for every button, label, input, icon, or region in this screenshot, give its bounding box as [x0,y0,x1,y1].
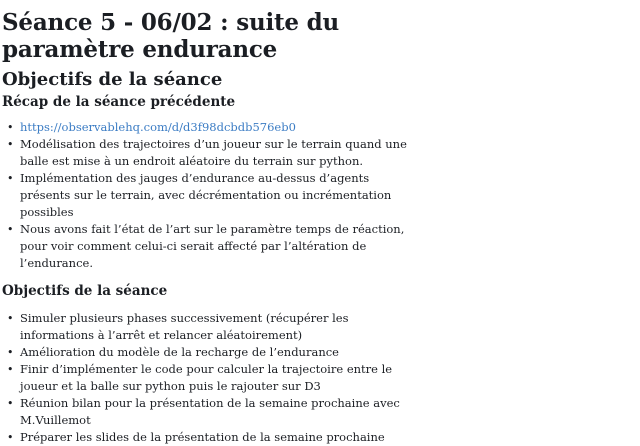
bullet-icon: • [7,138,14,151]
bullet-icon: • [7,346,14,359]
section-heading-objectifs: Objectifs de la séance [2,69,223,90]
list-item-text: Simuler plusieurs phases successivement (récupérer les informations à l’arrêt et relancer aléatoirement) [20,311,349,342]
list-item [7,310,420,344]
bullet-icon: • [7,312,14,325]
list-item-text: Amélioration du modèle de la recharge de l’endurance [20,345,339,359]
list-item-text: Implémentation des jauges d’endurance au-dessus d’agents présents sur le terrain, avec décrémentation ou incrémentation possibles [20,171,392,219]
bullet-icon: • [7,397,14,410]
list-item [7,221,420,272]
list-item-text: Finir d’implémenter le code pour calculer la trajectoire entre le joueur et la balle sur python puis le rajouter sur D3 [20,362,393,393]
recap-heading: Récap de la séance précédente [2,94,236,110]
list-item [7,344,420,361]
bullet-icon: • [7,121,14,134]
bullet-icon: • [7,172,14,185]
list-item [7,395,420,429]
list-item [7,119,420,136]
page-title: Séance 5 - 06/02 : suite du paramètre endurance [2,9,340,63]
bullet-icon: • [7,223,14,236]
objectifs-heading: Objectifs de la séance [2,283,168,299]
list-item-text: Préparer les slides de la présentation de la semaine prochaine [20,430,385,444]
list-item-text: Réunion bilan pour la présentation de la semaine prochaine avec M.Vuillemot [20,396,400,427]
list-item-text: Nous avons fait l’état de l’art sur le paramètre temps de réaction, pour voir comment celui-ci serait affecté par l’altération de l’endurance. [20,222,405,270]
bullet-icon: • [7,431,14,444]
list-item [7,361,420,395]
list-item [7,136,420,170]
list-item [7,170,420,221]
objectifs-list [2,310,420,446]
list-item-text: Modélisation des trajectoires d’un joueur sur le terrain quand une balle est mise à un endroit aléatoire du terrain sur python. [20,137,407,168]
list-item [7,429,420,446]
observable-link[interactable]: https://observablehq.com/d/d3f98dcbdb576eb0 [20,120,296,134]
bullet-icon: • [7,363,14,376]
recap-list [2,119,420,272]
